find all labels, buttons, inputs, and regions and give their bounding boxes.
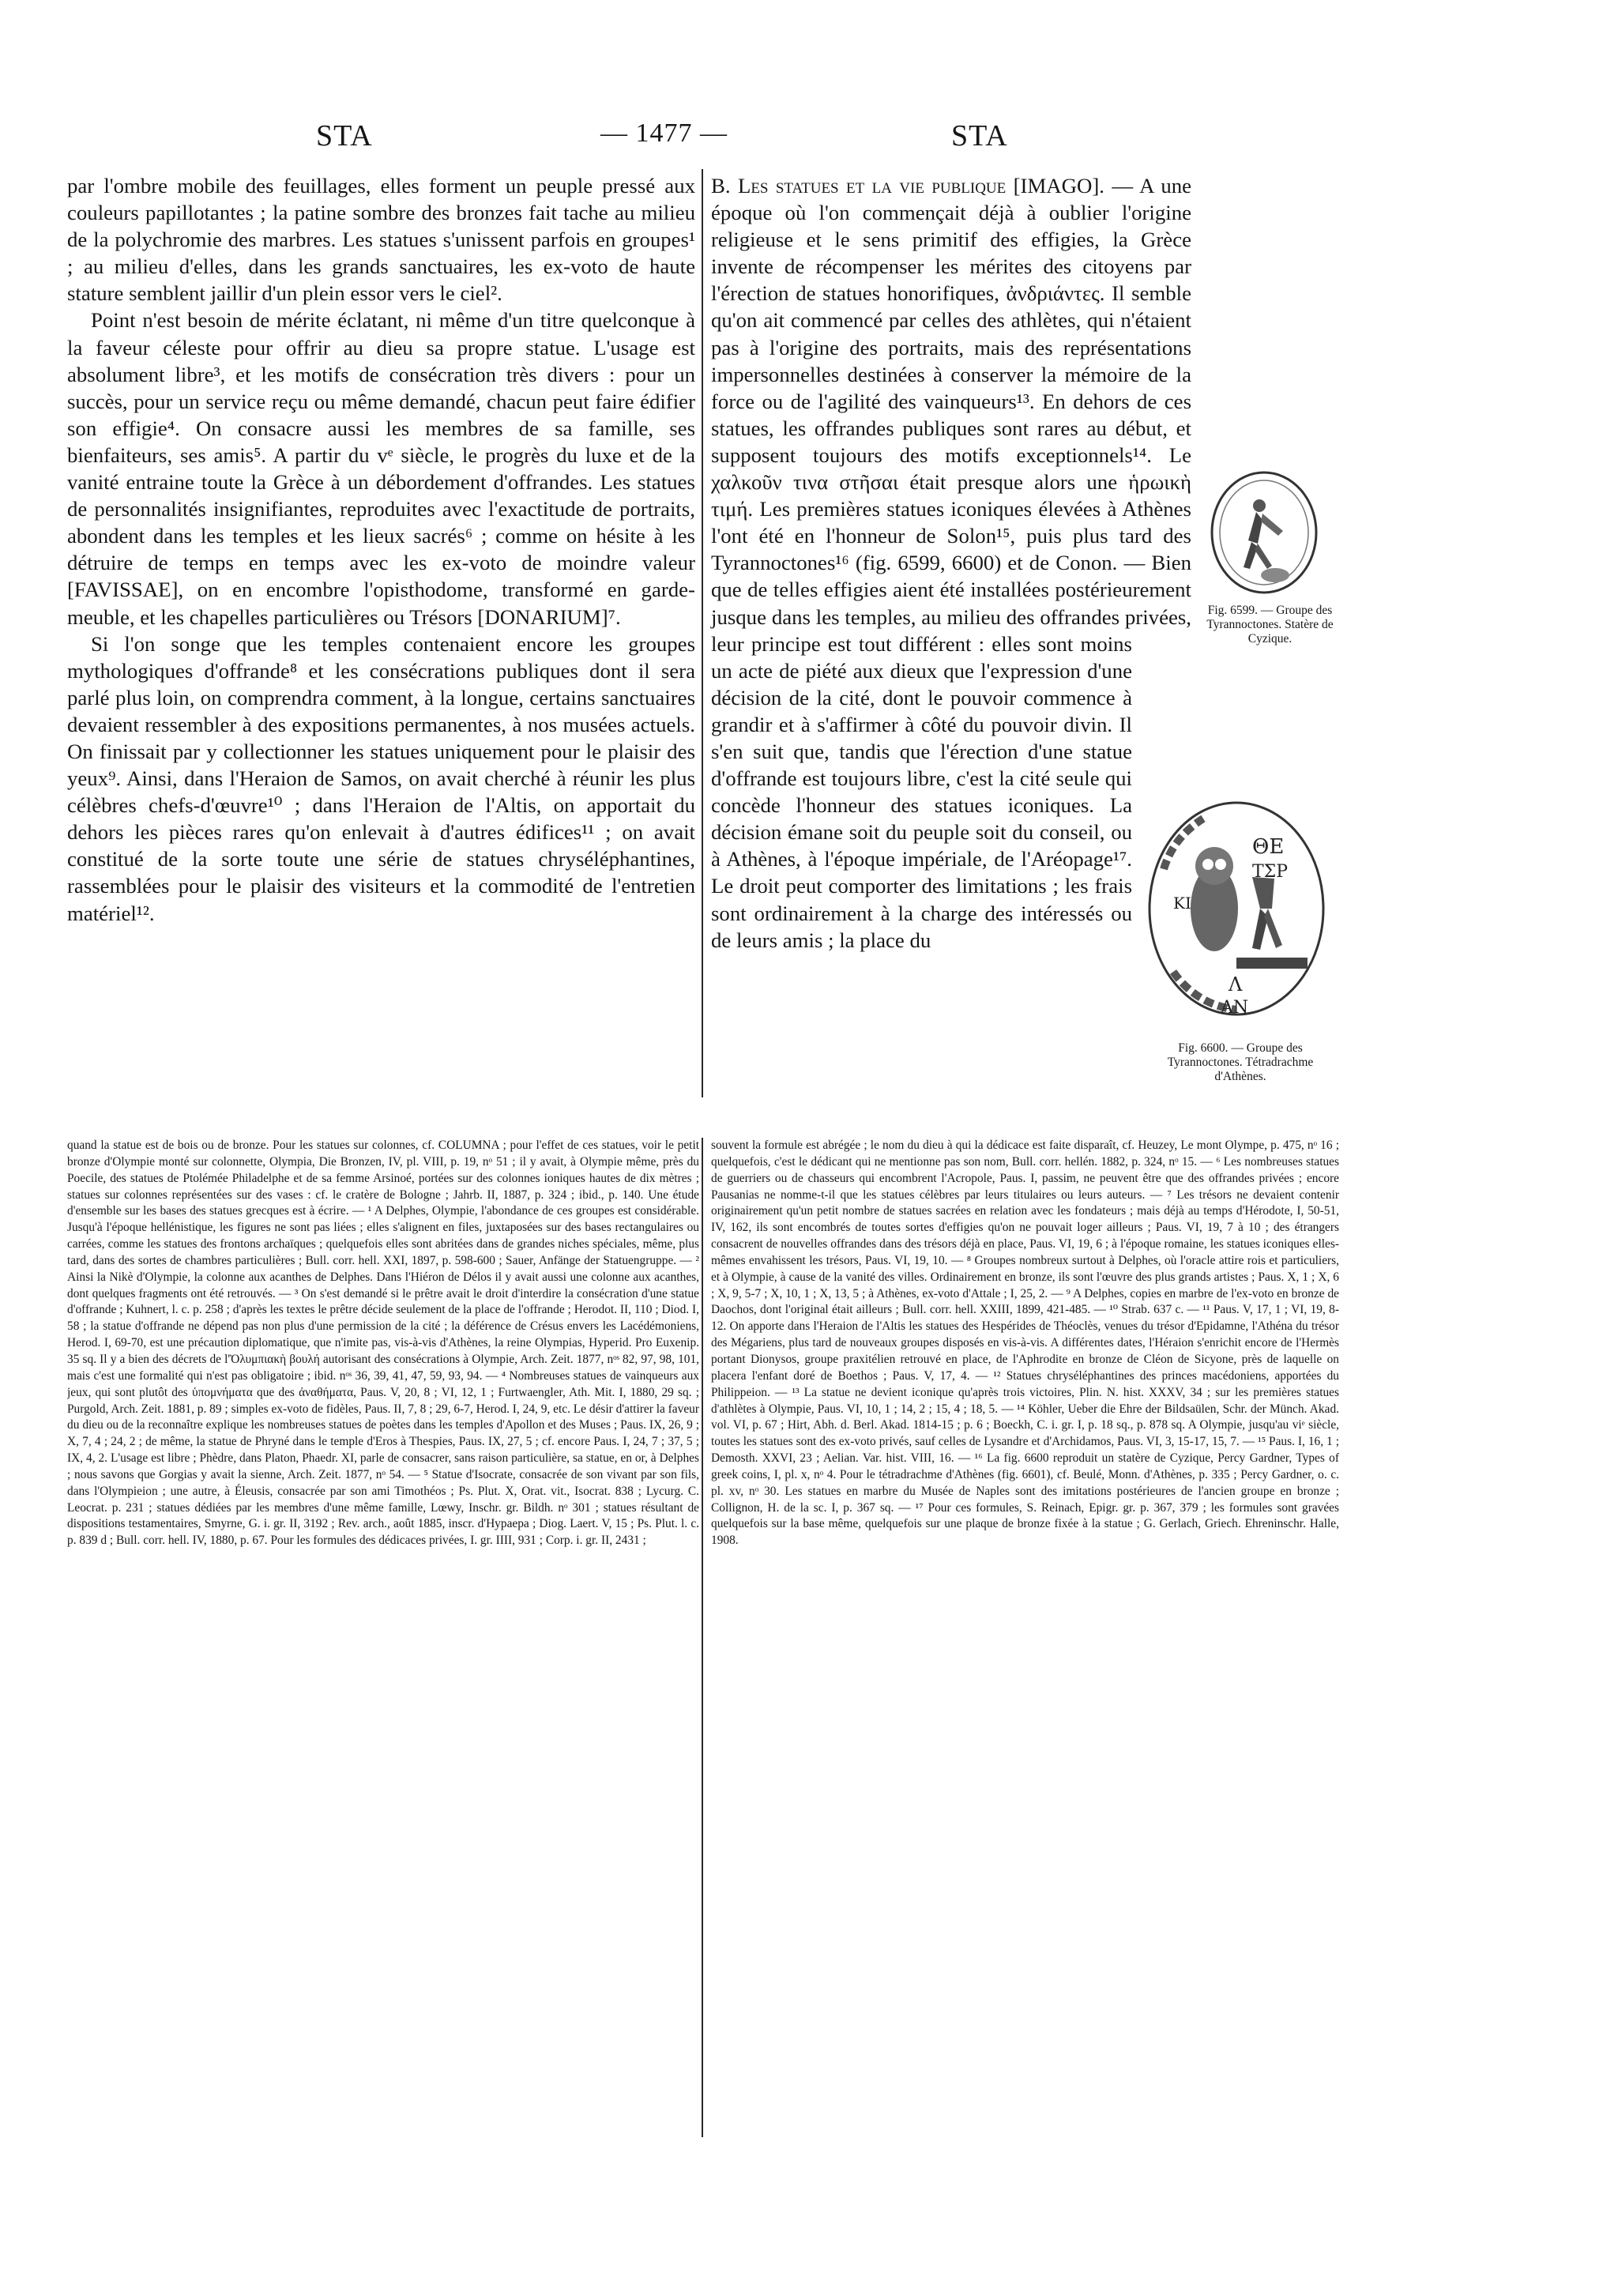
coin-legend-an: ΑΝ (1221, 998, 1249, 1018)
figure-6599-caption: Fig. 6599. — Groupe des Tyrannoctones. Statère de Cyzique. (1206, 604, 1334, 646)
page-number: — 1477 — (600, 119, 728, 148)
footnotes-right-text: souvent la formule est abrégée ; le nom du dieu à qui la dédicace est faite disparaît, cf. Heuzey, Le mont Olympe, p. 475, nᵒ 16 ; quelquefois, c'est le dédicant qui ne mentionne pas son nom, Bull. corr. hellén. 1882, p. 324, nᵒ 15. — ⁶ Les nombreuses statues de guerriers ou de chasseurs qui encombrent l'Acropole, Paus. I, passim, ne peuvent être que des offrandes privées ; encore Pausanias ne nomme-t-il que les statues célèbres par leurs titulaires ou leurs auteurs. — ⁷ Les trésors ne devaient contenir originairement qu'un petit nombre de statues sacrées en relation avec les fondateurs ; mais déjà au temps d'Hérodote, I, 50-51, IV, 162, ils sont encombrés de toutes sortes d'effigies qu'on ne pouvait loger ailleurs ; Paus. VI, 19, 7 à 10 ; des étrangers consacrent de nouvelles offrandes dans des trésors déjà en place, Paus. VI, 19, 6 ; à l'époque romaine, les statues iconiques elles-mêmes envahissent les trésors, Paus. VI, 19, 10. — ⁸ Groupes nombreux surtout à Delphes, où l'oracle attire rois et particuliers, et à Olympie, à cause de la vanité des villes. Ordinairement en bronze, ils sont l'œuvre des plus grands artistes ; Paus. X, 1 ; X, 6 ; X, 9, 5-7 ; X, 10, 1 ; X, 13, 5 ; à Athènes, ex-voto d'Attale ; I, 25, 2. — ⁹ A Delphes, copies en marbre de l'ex-voto en bronze de Daochos, dont l'original était ailleurs ; Bull. corr. hell. XXIII, 1899, 421-485. — ¹⁰ Strab. 637 c. — ¹¹ Paus. V, 17, 1 ; VI, 19, 8-12. On apporte dans l'Heraion de l'Altis les statues des Hespérides de Théoclès, venues du trésor d'Epidamne, l'Athéna du trésor des Mégariens, plus tard de nouveaux groupes disposés en vis-à-vis. A différentes dates, l'Héraion s'enrichit encore de l'Hermès portant Dionysos, groupe praxitélien retrouvé en place, de l'Aphrodite en bronze de Cléon de Sicyone, près de laquelle on placera l'enfant doré de Boethos ; Paus. V, 17, 4. — ¹² Statues chryséléphantines des princes macédoniens, apportées du Philippeion. — ¹³ La statue ne devient iconique qu'après trois victoires, Plin. N. hist. XXXV, 34 ; sur les premières statues d'athlètes à Olympie, Paus. VI, 10, 1 ; 14, 2 ; 15, 4 ; 18, 5. — ¹⁴ Köhler, Ueber die Ehre der Bildsaülen, Schr. der Münch. Akad. vol. VI, p. 67 ; Hirt, Abh. d. Berl. Akad. 1814-15 ; p. 6 ; Boeckh, C. i. gr. I, p. 18 sq., p. 878 sq. A Olympie, jusqu'au viᵉ siècle, toutes les statues sont des ex-voto privés, sauf celles de Lysandre et d'Archidamos, Paus. VI, 3, 15-17, 15, 7. — ¹⁵ Paus. I, 16, 1 ; Demosth. XXVI, 23 ; Aelian. Var. hist. VIII, 16. — ¹⁶ La fig. 6600 reproduit un statère de Cyzique, Percy Gardner, Types of greek coins, I, pl. x, nᵒ 4. Pour le tétradrachme d'Athènes (fig. 6601), cf. Beulé, Monn. d'Athènes, p. 335 ; Percy Gardner, o. c. pl. xv, nᵒ 30. Les statues en marbre du Musée de Naples sont des imitations postérieures de l'ancien groupe en bronze ; Collignon, H. de la sc. I, p. 367 sq. — ¹⁷ Pour ces formules, S. Reinach, Epigr. gr. p. 367, 379 ; les formules sont gravées quelquefois sur la base même, quelquefois sur une plaque de bronze fixée à la statue ; G. Gerlach, Griech. Ehreninschr. Halle, 1908. (711, 1139, 1339, 1548)
footnotes-right (711, 1138, 1339, 2244)
column-rule (702, 169, 703, 1097)
coin-legend-tsr: ΤΣΡ (1252, 862, 1289, 882)
coin-legend-ki: ΚΙ (1173, 894, 1191, 913)
right-paragraph: — A une époque où l'on commençait déjà à oublier l'origine religieuse et le sens primitif des effigies, la Grèce invente de récompenser les mérites des citoyens par l'érection de statues honorifiques, ἀνδριάντες. Il semble qu'on ait commencé par celles des athlètes, qui n'étaient pas à l'origine des portraits, mais des représentations impersonnelles destinées à conserver la mémoire de la force ou de l'agilité des vainqueurs¹³. En dehors de ces statues, les offrandes publiques sont rares au début, et supposent toujours des motifs exceptionnels¹⁴. Le χαλκοῦν τινα στῆσαι était presque alors une ἡρωικὴ τιμή. Les premières statues iconiques élevées à Athènes l'ont été en l'honneur de Solon¹⁵, puis plus tard des Tyrannoctones¹⁶ (fig. 6599, 6600) et de Conon. — Bien que de telles effigies aient été installées postérieurement jusque dans les temples, au milieu des offrandes privées, leur principe est tout différent : elles sont moins un acte de piété aux dieux que l'expression d'une décision de la cité, dont le pouvoir commence à grandir et à s'affirmer à côté du pouvoir divin. Il s'en suit que, tandis que l'érection d'une statue d'offrande est toujours libre, c'est la cité seule qui concède l'honneur des statues iconiques. La décision émane soit du peuple soit du conseil, ou à Athènes, à l'époque impériale, de l'Aréopage¹⁷. Le droit peut comporter des limitations ; les frais sont ordinairement à la charge des intéressés ou de leurs amis ; la place du (711, 174, 1192, 952)
figure-6600-caption: Fig. 6600. — Groupe des Tyrannoctones. Tétradrachme d'Athènes. (1167, 1041, 1314, 1083)
notes-column-rule (702, 1138, 703, 2137)
coin-6599-image (1201, 465, 1327, 599)
figure-6599 (1201, 465, 1339, 653)
left-paragraph-1: par l'ombre mobile des feuillages, elles forment un peuple pressé aux couleurs papillotantes ; la patine sombre des bronzes fait tache au milieu de la polychromie des marbres. Les statues s'unissent parfois en groupes¹ ; au milieu d'elles, dans les grands sanctuaires, les ex-voto de haute stature semblent jaillir d'un plein essor vers le ciel². (67, 174, 695, 306)
section-heading: B. Les statues et la vie publique [IMAGO]. (711, 174, 1104, 198)
left-paragraph-3: Si l'on songe que les temples contenaient encore les groupes mythologiques d'offrande⁸ et les consécrations publiques dont il sera parlé plus loin, on comprendra comment, à la longue, certains sanctuaires devaient ressembler à des expositions permanentes, à nos musées actuels. On finissait par y collectionner les statues uniquement pour le plaisir des yeux⁹. Ainsi, dans l'Heraion de Samos, on avait cherché à réunir les plus célèbres chefs-d'œuvre¹⁰ ; dans l'Heraion de l'Altis, on apportait du dehors les pièces rares qu'on enlevait à d'autres édifices¹¹ ; on avait constitué de la sorte toute une série de statues chryséléphantines, rassemblées pour le plaisir des visiteurs et la commodité de l'entretien matériel¹². (67, 631, 695, 925)
footnotes-left (67, 1138, 699, 2244)
header-right: STA (951, 119, 1008, 152)
header-left: STA (316, 119, 373, 152)
coin-6600-image (1142, 790, 1331, 1027)
footnotes-left-text: quand la statue est de bois ou de bronze. Pour les statues sur colonnes, cf. COLUMNA ; pour l'effet de ces statues, voir le petit bronze d'Olympie monté sur colonnette, Olympia, Die Bronzen, IV, pl. VIII, p. 19, nᵒ 51 ; il y avait, à Olympie même, près du Poecile, des statues de Ptolémée Philadelphe et de sa femme Arsinoé, portées sur des colonnes ioniques hautes de dix mètres ; statues sur colonnes représentées sur des vases : cf. le cratère de Bologne ; Jahrb. II, 1887, p. 324 ; ibid., p. 140. Une étude d'ensemble sur les bases des statues grecques est à écrire. — ¹ A Delphes, Olympie, l'abondance de ces groupes est considérable. Jusqu'à l'époque hellénistique, les figures ne sont pas liées ; elles s'alignent en files, juxtaposées sur des bases rectangulaires ou carrées, comme les statues des frontons archaïques ; quelquefois elles sont abritées dans de grandes niches spéciales, même, plus tard, dans des sortes de chambres particulières ; Bull. corr. hell. XXI, 1897, p. 598-600 ; Sauer, Anfänge der Statuengruppe. — ² Ainsi la Nikè d'Olympie, la colonne aux acanthes de Delphes. Dans l'Hiéron de Délos il y avait aussi une colonne aux acanthes, dont quelques fragments ont été retrouvés. — ³ On s'est demandé si le prêtre avait le droit d'interdire la consécration d'une statue d'offrande ; Kuhnert, l. c. p. 258 ; d'après les textes le prêtre décide seulement de la place de l'offrande ; Herodot. II, 110 ; Diod. I, 58 ; la statue d'offrande ne dépend pas non plus d'une permission de la cité ; la déférence de Crésus envers les Lacédémoniens, Herod. I, 69-70, est une précaution diplomatique, que n'imite pas, vis-à-vis d'Athènes, la reine Olympias, Hyperid. Pro Euxenip. 35 sq. Il y a bien des décrets de l'Ὀλυμπιακὴ βουλή autorisant des consécrations à Olympie, Arch. Zeit. 1877, nᵒˢ 82, 97, 98, 101, mais c'est une formalité qui n'est pas obligatoire ; ibid. nᵒˢ 36, 39, 41, 47, 59, 93, 94. — ⁴ Nombreuses statues de vainqueurs aux jeux, qui sont plutôt des ὑπομνήματα que des ἀναθήματα, Paus. V, 20, 8 ; VI, 12, 1 ; Furtwaengler, Ath. Mit. I, 1880, 29 sq. ; Purgold, Arch. Zeit. 1881, p. 89 ; simples ex-voto de fidèles, Paus. II, 7, 8 ; 29, 6-7, Herod. I, 24, 9, etc. Le désir d'attirer la faveur du dieu ou de la reconnaître explique les nombreuses statues de poètes dans les temples d'Apollon et des Muses ; Paus. IX, 26, 9 ; X, 7, 4 ; 24, 2 ; de même, la statue de Phryné dans le temple d'Eros à Thespies, Paus. IX, 27, 5 ; cf. encore Paus. I, 24, 7 ; 37, 5 ; IX, 4, 2. L'usage est libre ; Phèdre, dans Platon, Phaedr. XI, parle de consacrer, sans raison particulière, sa statue, en or, à Delphes ; nous savons que Gorgias y avait la sienne, Arch. Zeit. 1877, nᵒ 54. — ⁵ Statue d'Isocrate, consacrée de son vivant par son fils, dans l'Olympieion ; une autre, à Éleusis, consacrée par son ami Timothéos ; Ps. Plut. X, Orat. vit., Isocrat. 838 ; Lycurg. C. Leocrat. p. 231 ; statues dédiées par les membres d'une même famille, Lœwy, Inschr. gr. Bildh. nᵒ 301 ; statues résultant de dispositions testamentaires, Smyrne, G. i. gr. II, 3192 ; Rev. arch., août 1885, inscr. d'Hypaepa ; Diog. Laert. V, 15 ; Ps. Plut. l. c. p. 839 d ; Bull. corr. hell. IV, 1880, p. 67. Pour les formules des dédicaces privées, I. gr. IIII, 931 ; Corp. i. gr. II, 2431 ; (67, 1139, 699, 1548)
right-column (711, 172, 1339, 1101)
coin-legend-the: ΘΕ (1252, 835, 1285, 859)
coin-legend-lambda: Λ (1229, 973, 1243, 996)
left-paragraph-2: Point n'est besoin de mérite éclatant, ni même d'un titre quelconque à la faveur céleste pour offrir au dieu sa propre statue. L'usage est absolument libre³, et les motifs de consécration très divers : pour un succès, pour un service reçu ou même demandé, chacun peut faire édifier son effigie⁴. On consacre aussi les membres de sa famille, ses bienfaiteurs, ses amis⁵. A partir du vᵉ siècle, le progrès du luxe et de la vanité entraine toute la Grèce à un débordement d'offrandes. Les statues de personnalités insignifiantes, reproduites avec l'exactitude de portraits, abondent dans les temples et les lieux sacrés⁶ ; comme on hésite à les détruire de temps en temps avec les ex-voto de moindre valeur [FAVISSAE], on en encombre l'opisthodome, transformé en garde-meuble, et les chapelles particulières ou Trésors [DONARIUM]⁷. (67, 308, 695, 629)
left-column (67, 172, 695, 927)
figure-6600 (1142, 790, 1339, 1098)
